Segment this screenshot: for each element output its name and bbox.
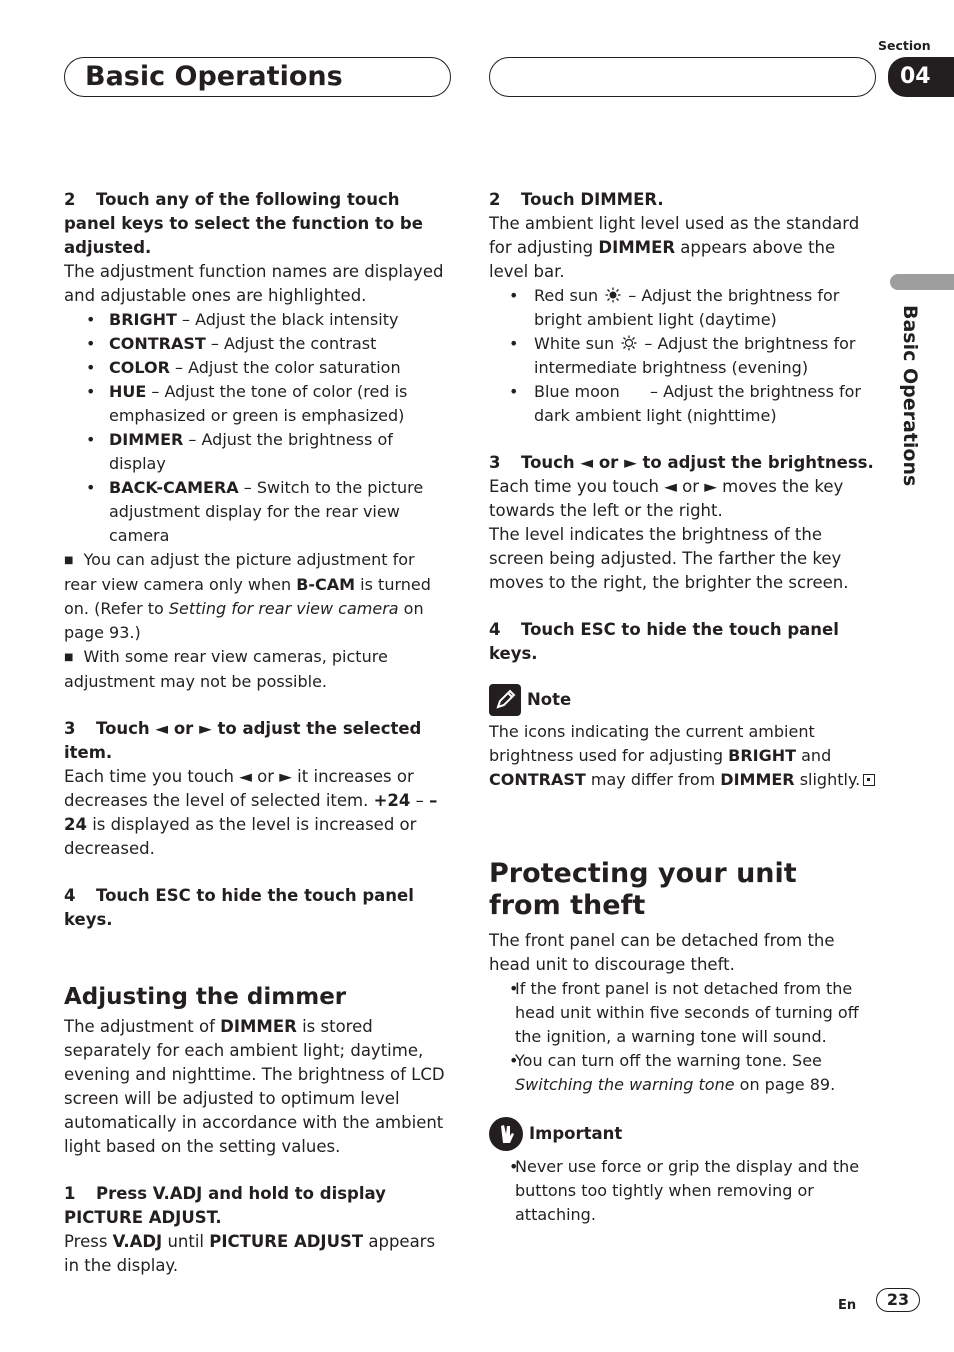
note-rear-camera: ■ You can adjust the picture adjustment for rear view camera only when B-CAM is turned on. (Refer to Setting for rear view camera on page 93.) [64,550,431,642]
item-text: – Adjust the color saturation [169,358,401,377]
step-text: Touch any of the following touch panel keys to select the function to be adjusted. [64,190,423,257]
list-item: • Blue moon – Adjust the brightness for dark ambient light (nighttime) [489,380,877,428]
function-list [64,308,452,548]
item-text: – Adjust the black intensity [176,310,399,329]
right-column [489,188,877,1227]
page-number: 23 [876,1288,920,1312]
list-item [64,308,452,332]
red-sun-icon [603,287,623,303]
section-label: Section [878,38,931,53]
white-sun-icon [619,335,639,351]
list-item: • White sun – Adjust the brightness for intermediate brightness (evening) [489,332,877,380]
step-2-heading [64,188,452,260]
end-mark-icon [863,774,875,786]
item-key: BRIGHT [109,310,177,329]
important-label: Important [529,1124,623,1143]
step-3-heading: 3 Touch ◄ or ► to adjust the brightness. [489,453,874,472]
note-block [489,684,877,716]
step-3-description-1: Each time you touch ◄ or ► moves the key towards the left or the right. [489,477,844,520]
step-4-heading: 4 Touch ESC to hide the touch panel keys. [489,620,839,663]
item-text: – Adjust the contrast [205,334,377,353]
step-3-heading: 3 Touch ◄ or ► to adjust the selected item. [64,719,422,762]
list-item [64,428,452,476]
step-4-heading: 4 Touch ESC to hide the touch panel keys. [64,886,414,929]
square-bullet-icon: ■ [64,652,74,663]
list-item: • You can turn off the warning tone. See Switching the warning tone on page 89. [489,1049,877,1097]
side-tab-label: Basic Operations [899,305,921,487]
step-2-heading: 2 Touch DIMMER. [489,190,664,209]
dimmer-step-1-heading: 1 Press V.ADJ and hold to display PICTURE ADJUST. [64,1184,386,1227]
ambient-light-list [489,284,877,428]
header-title-box [64,57,451,97]
step-2-description: The ambient light level used as the standard for adjusting DIMMER appears above the level bar. [489,214,860,281]
theft-list [489,977,877,1097]
note-pencil-icon [489,684,521,716]
list-item [64,380,452,428]
item-text: – Switch to the picture adjustment display for the rear view camera [109,478,424,545]
side-tab-marker [890,274,954,290]
item-key: HUE [109,382,147,401]
step-3-description-2: The level indicates the brightness of the screen being adjusted. The farther the key moves to the right, the brighter the screen. [489,525,849,592]
dimmer-heading: Adjusting the dimmer [64,984,347,1010]
note-camera-support: ■ With some rear view cameras, picture adjustment may not be possible. [64,647,388,691]
step-number: 2 [64,190,76,209]
important-hand-icon [489,1117,523,1151]
step-2-description: The adjustment function names are displayed and adjustable ones are highlighted. [64,262,444,305]
item-text: – Adjust the brightness of display [109,430,393,473]
page-title: Basic Operations [85,61,343,92]
header-empty-box [489,57,876,97]
step-3-description: Each time you touch ◄ or ► it increases or decreases the level of selected item. +24 – –24 is displayed as the level is increased or decreased. [64,767,438,858]
important-block [489,1117,877,1151]
item-key: DIMMER [109,430,184,449]
item-key: CONTRAST [109,334,206,353]
blue-moon-icon [625,383,645,399]
language-code: En [838,1298,857,1313]
item-key: BACK-CAMERA [109,478,239,497]
list-item: • Never use force or grip the display and the buttons too tightly when removing or attaching. [489,1155,877,1227]
section-number-badge: 04 [888,57,954,97]
item-key: COLOR [109,358,170,377]
theft-description: The front panel can be detached from the head unit to discourage theft. [489,931,835,974]
note-label: Note [527,690,572,709]
note-text: The icons indicating the current ambient brightness used for adjusting BRIGHT and CONTRAST may differ from DIMMER slightly. [489,720,877,792]
square-bullet-icon: ■ [64,555,74,566]
list-item [64,332,452,356]
dimmer-description: The adjustment of DIMMER is stored separately for each ambient light; daytime, evening and nighttime. The brightness of LCD screen will be adjusted to optimum level automatically in accordance with the ambient light based on the setting values. [64,1017,445,1156]
list-item: • If the front panel is not detached from the head unit within five seconds of turning off the ignition, a warning tone will sound. [489,977,877,1049]
item-text: – Adjust the tone of color (red is emphasized or green is emphasized) [109,382,408,425]
theft-heading: Protecting your unit from theft [489,858,797,921]
left-column [64,188,452,1278]
important-list [489,1155,877,1227]
list-item [64,356,452,380]
dimmer-step-1-description: Press V.ADJ until PICTURE ADJUST appears in the display. [64,1232,436,1275]
list-item: • Red sun – Adjust the brightness for bright ambient light (daytime) [489,284,877,332]
list-item [64,476,452,548]
